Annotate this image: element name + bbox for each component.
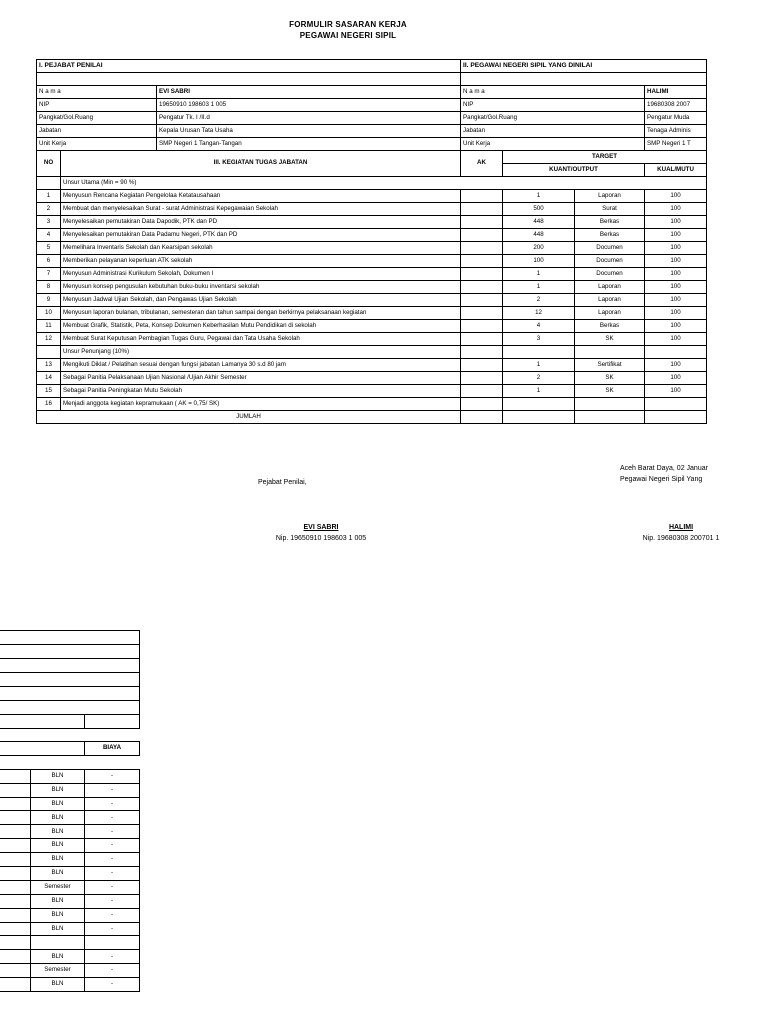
- row-no: 13: [37, 359, 61, 372]
- row-qty: [0, 769, 31, 783]
- section-right-spacer: [461, 73, 707, 86]
- table-row: [0, 936, 195, 950]
- row-qty: [0, 922, 31, 936]
- row-output: Berkas: [575, 320, 645, 333]
- left-label-unit-kerja: Unit Kerja: [37, 138, 157, 151]
- continuation-ident-0: [0, 631, 140, 645]
- right-label-unit-kerja: Unit Kerja: [461, 138, 645, 151]
- continuation-unit-row: [0, 715, 85, 729]
- row-activity: Membuat Surat Keputusan Pembagian Tugas Guru, Pegawai dan Tata Usaha Sekolah: [61, 333, 461, 346]
- signature-place-date: Aceh Barat Daya, 02 Januar: [620, 465, 708, 472]
- continuation-sheet: [0, 630, 194, 992]
- right-label-pangkat: Pangkat/Gol.Ruang: [461, 112, 645, 125]
- row-pad: [140, 950, 195, 964]
- row-pad: [140, 936, 195, 950]
- row-kual: 100: [645, 216, 707, 229]
- continuation-header-rows: [0, 729, 195, 770]
- signature-right-nip: Nip. 19680308 200701 1: [642, 535, 720, 542]
- row-ak: [461, 281, 503, 294]
- row-kuant: 200: [503, 242, 575, 255]
- row-kual: 100: [645, 359, 707, 372]
- row-qty: [0, 978, 31, 992]
- group-label-row-support: [37, 346, 707, 359]
- row-activity: Menyusun konsep pengusulan kebutuhan buku-buku inventarsi sekolah: [61, 281, 461, 294]
- table-row: [37, 320, 707, 333]
- right-label-nama: N a m a: [461, 86, 645, 99]
- row-biaya: -: [85, 950, 140, 964]
- row-activity: Memelihara Inventaris Sekolah dan Kearsipan sekolah: [61, 242, 461, 255]
- row-kuant: 1: [503, 190, 575, 203]
- row-ak: [461, 359, 503, 372]
- row-pad: [140, 811, 195, 825]
- header-no: NO: [37, 151, 61, 177]
- row-ak: [461, 190, 503, 203]
- row-ak: [461, 242, 503, 255]
- table-row: [37, 203, 707, 216]
- row-kuant: 2: [503, 372, 575, 385]
- table-row: [37, 268, 707, 281]
- row-ak: [461, 307, 503, 320]
- row-activity: Menjadi anggota kegiatan kepramukaan ( AK = 0,75/ SK): [61, 398, 461, 411]
- left-label-nip: NIP: [37, 99, 157, 112]
- row-output: Documen: [575, 255, 645, 268]
- row-pad: [140, 769, 195, 783]
- table-row: [37, 372, 707, 385]
- row-activity: Mengikuti Diklat / Pelatihan sesuai dengan fungsi jabatan Lamanya 30 s.d 80 jam: [61, 359, 461, 372]
- identity-row-pangkat: [37, 112, 707, 125]
- total-kuant: [503, 411, 575, 424]
- signature-right-identity: [596, 522, 766, 544]
- left-label-jabatan: Jabatan: [37, 125, 157, 138]
- row-pad: [140, 894, 195, 908]
- table-row: [0, 783, 195, 797]
- header-kual-mutu: KUAL/MUTU: [645, 164, 707, 177]
- row-pad: [140, 839, 195, 853]
- table-row: [37, 294, 707, 307]
- row-unit: Semester: [31, 880, 85, 894]
- row-pad: [140, 797, 195, 811]
- row-kual: 100: [645, 320, 707, 333]
- signature-right-name: HALIMI: [668, 524, 694, 531]
- row-kuant: 500: [503, 203, 575, 216]
- row-biaya: -: [85, 894, 140, 908]
- table-row: [0, 950, 195, 964]
- row-kual: 100: [645, 372, 707, 385]
- row-biaya: -: [85, 880, 140, 894]
- page-title-line-2: PEGAWAI NEGERI SIPIL: [299, 30, 397, 40]
- row-qty: [0, 839, 31, 853]
- total-row: [37, 411, 707, 424]
- row-kual: 100: [645, 229, 707, 242]
- row-qty: [0, 811, 31, 825]
- row-ak: [461, 268, 503, 281]
- header-target: TARGET: [503, 151, 707, 164]
- row-kual: 100: [645, 333, 707, 346]
- continuation-table: [0, 630, 195, 992]
- row-biaya: -: [85, 867, 140, 881]
- row-qty: [0, 936, 31, 950]
- row-no: 2: [37, 203, 61, 216]
- group-label-row-main: [37, 177, 707, 190]
- row-biaya: -: [85, 922, 140, 936]
- row-output: SK: [575, 372, 645, 385]
- table-row: [0, 797, 195, 811]
- table-row: [37, 385, 707, 398]
- row-activity: Memberikan pelayanan keperluan ATK sekolah: [61, 255, 461, 268]
- row-kual: 100: [645, 242, 707, 255]
- row-kuant: 1: [503, 385, 575, 398]
- row-output: SK: [575, 385, 645, 398]
- row-kuant: 3: [503, 333, 575, 346]
- signature-left-name: EVI SABRI: [303, 524, 339, 531]
- table-row: [0, 825, 195, 839]
- row-no: 3: [37, 216, 61, 229]
- row-no: 16: [37, 398, 61, 411]
- row-no: 11: [37, 320, 61, 333]
- row-kuant: [503, 398, 575, 411]
- left-label-pangkat: Pangkat/Gol.Ruang: [37, 112, 157, 125]
- row-output: Sertifikat: [575, 359, 645, 372]
- row-unit: BLN: [31, 811, 85, 825]
- row-output: Documen: [575, 242, 645, 255]
- continuation-pad-7: [140, 729, 195, 742]
- row-activity: Menyusun Rencana Kegiatan Pengelolaa Ketatausahaan: [61, 190, 461, 203]
- continuation-ident-4: [0, 687, 140, 701]
- total-kual: [645, 411, 707, 424]
- continuation-ident-3: [0, 673, 140, 687]
- continuation-data-rows: [0, 769, 195, 991]
- row-ak: [461, 385, 503, 398]
- row-qty: [0, 867, 31, 881]
- group-support-ak-cell: [461, 346, 503, 359]
- row-output: Laporan: [575, 307, 645, 320]
- row-unit: BLN: [31, 894, 85, 908]
- page-title: [0, 20, 696, 41]
- continuation-pad-3: [140, 673, 195, 687]
- right-value-jabatan: Tenaga Adminis: [645, 125, 707, 138]
- continuation-ident-1: [0, 645, 140, 659]
- table-row: [0, 839, 195, 853]
- row-qty: [0, 950, 31, 964]
- row-biaya: -: [85, 769, 140, 783]
- activity-group-support: [37, 346, 707, 424]
- row-unit: BLN: [31, 839, 85, 853]
- row-biaya: -: [85, 964, 140, 978]
- row-kual: 100: [645, 203, 707, 216]
- row-unit: [31, 936, 85, 950]
- row-ak: [461, 398, 503, 411]
- total-label: JUMLAH: [37, 411, 461, 424]
- row-qty: [0, 783, 31, 797]
- row-activity: Membuat dan menyelesaikan Surat - surat Administrasi Kepegawaian Sekolah: [61, 203, 461, 216]
- row-unit: BLN: [31, 922, 85, 936]
- activity-group-main: [37, 177, 707, 346]
- table-row: [37, 281, 707, 294]
- table-row: [37, 242, 707, 255]
- row-unit: Semester: [31, 964, 85, 978]
- table-row: [0, 769, 195, 783]
- group-main-no-cell: [37, 177, 61, 190]
- signature-left-caption: Pejabat Penilai,: [258, 479, 307, 486]
- section-heading-row: [37, 60, 707, 86]
- row-output: Laporan: [575, 294, 645, 307]
- row-qty: [0, 964, 31, 978]
- continuation-pad-4: [140, 687, 195, 701]
- header-activity: III. KEGIATAN TUGAS JABATAN: [61, 151, 461, 177]
- identity-row-nip: [37, 99, 707, 112]
- identity-row-jabatan: [37, 125, 707, 138]
- row-qty: [0, 894, 31, 908]
- continuation-header-biaya: BIAYA: [85, 741, 140, 755]
- row-activity: Menyusun Administrasi Kurikulum Sekolah, Dokumen I: [61, 268, 461, 281]
- table-row: [37, 359, 707, 372]
- row-unit: BLN: [31, 769, 85, 783]
- row-pad: [140, 922, 195, 936]
- row-ak: [461, 203, 503, 216]
- group-support-label: Unsur Penunjang (10%): [61, 346, 461, 359]
- row-no: 1: [37, 190, 61, 203]
- table-row: [0, 908, 195, 922]
- row-kuant: 2: [503, 294, 575, 307]
- row-no: 12: [37, 333, 61, 346]
- left-value-pangkat: Pengatur Tk. I /II.d: [157, 112, 461, 125]
- row-unit: BLN: [31, 853, 85, 867]
- continuation-pad-6: [140, 715, 195, 729]
- continuation-unit-blank: [85, 715, 140, 729]
- row-biaya: -: [85, 978, 140, 992]
- row-activity: Menyusun Jadwal Ujian Sekolah, dan Pengawas Ujian Sekolah: [61, 294, 461, 307]
- row-kual: 100: [645, 268, 707, 281]
- row-ak: [461, 294, 503, 307]
- row-kual: 100: [645, 255, 707, 268]
- row-kual: 100: [645, 281, 707, 294]
- group-support-output-cell: [575, 346, 645, 359]
- identity-rows: [37, 86, 707, 151]
- right-value-unit-kerja: SMP Negeri 1 T: [645, 138, 707, 151]
- row-biaya: -: [85, 908, 140, 922]
- row-unit: BLN: [31, 825, 85, 839]
- row-pad: [140, 783, 195, 797]
- row-kual: 100: [645, 294, 707, 307]
- row-unit: BLN: [31, 950, 85, 964]
- row-pad: [140, 880, 195, 894]
- header-ak: AK: [461, 151, 503, 177]
- row-activity: Sebagai Panitia Peningkatan Mutu Sekolah: [61, 385, 461, 398]
- group-main-label: Unsur Utama (Min = 90 %): [61, 177, 707, 190]
- row-pad: [140, 978, 195, 992]
- continuation-pad-9: [140, 755, 195, 769]
- row-unit: BLN: [31, 867, 85, 881]
- continuation-pad-2: [140, 659, 195, 673]
- continuation-pad-1: [140, 645, 195, 659]
- row-biaya: [85, 936, 140, 950]
- row-activity: Membuat Grafik, Statistik, Peta, Konsep Dokumen Keberhasilan Mutu Pendidikan di sekolah: [61, 320, 461, 333]
- identity-row-unit-kerja: [37, 138, 707, 151]
- row-no: 5: [37, 242, 61, 255]
- left-value-jabatan: Kepala Urusan Tata Usaha: [157, 125, 461, 138]
- group-support-kuant-cell: [503, 346, 575, 359]
- row-biaya: -: [85, 783, 140, 797]
- identity-and-activity-table: [36, 59, 707, 424]
- signature-left-identity: [236, 522, 406, 544]
- continuation-pad-8: [140, 741, 195, 755]
- row-no: 6: [37, 255, 61, 268]
- row-no: 15: [37, 385, 61, 398]
- right-label-nip: NIP: [461, 99, 645, 112]
- row-kual: 100: [645, 190, 707, 203]
- row-pad: [140, 908, 195, 922]
- table-row: [37, 398, 707, 411]
- row-qty: [0, 908, 31, 922]
- table-row: [37, 333, 707, 346]
- left-label-nama: N a m a: [37, 86, 157, 99]
- row-qty: [0, 853, 31, 867]
- section-left-heading: I. PEJABAT PENILAI: [37, 60, 461, 73]
- row-pad: [140, 825, 195, 839]
- left-value-nama: EVI SABRI: [157, 86, 461, 99]
- row-biaya: -: [85, 853, 140, 867]
- row-ak: [461, 333, 503, 346]
- continuation-pad-5: [140, 701, 195, 715]
- row-biaya: -: [85, 825, 140, 839]
- row-qty: [0, 797, 31, 811]
- row-no: 8: [37, 281, 61, 294]
- total-output: [575, 411, 645, 424]
- row-ak: [461, 229, 503, 242]
- row-pad: [140, 853, 195, 867]
- continuation-ident-5: [0, 701, 140, 715]
- group-support-no-cell: [37, 346, 61, 359]
- header-kuant-output: KUANT/OUTPUT: [503, 164, 645, 177]
- row-pad: [140, 867, 195, 881]
- continuation-pad-0: [140, 631, 195, 645]
- table-row: [37, 190, 707, 203]
- table-row: [37, 216, 707, 229]
- right-value-nama: HALIMI: [645, 86, 707, 99]
- row-activity: Sebagai Panitia Pelaksanaan Ujian Nasional /Ujian Akhir Semester: [61, 372, 461, 385]
- row-output: Berkas: [575, 229, 645, 242]
- row-output: Laporan: [575, 190, 645, 203]
- row-biaya: -: [85, 797, 140, 811]
- table-row: [0, 964, 195, 978]
- row-no: 9: [37, 294, 61, 307]
- row-no: 7: [37, 268, 61, 281]
- section-right-heading: II. PEGAWAI NEGERI SIPIL YANG DINILAI: [461, 60, 707, 73]
- row-unit: BLN: [31, 797, 85, 811]
- continuation-gap-row-2: [0, 755, 140, 769]
- table-row: [0, 880, 195, 894]
- row-unit: BLN: [31, 783, 85, 797]
- section-left-spacer: [37, 73, 461, 86]
- continuation-identity-rows: [0, 631, 195, 729]
- row-activity: Menyusun laporan bulanan, tribulanan, semesteran dan tahun sampai dengan berkirnya pelaksanaan kegiatan: [61, 307, 461, 320]
- row-no: 4: [37, 229, 61, 242]
- row-ak: [461, 372, 503, 385]
- identity-row-nama: [37, 86, 707, 99]
- row-output: Berkas: [575, 216, 645, 229]
- row-activity: Menyelesaikan pemutakiran Data Dapodik, PTK dan PD: [61, 216, 461, 229]
- row-activity: Menyelesaikan pemutakiran Data Padamu Negeri, PTK dan PD: [61, 229, 461, 242]
- row-kuant: 1: [503, 359, 575, 372]
- row-output: [575, 398, 645, 411]
- table-row: [0, 867, 195, 881]
- signature-right-header: [620, 463, 708, 485]
- row-kuant: 448: [503, 229, 575, 242]
- table-row: [37, 255, 707, 268]
- row-kual: 100: [645, 307, 707, 320]
- left-value-nip: 19650910 198603 1 005: [157, 99, 461, 112]
- signature-right-caption: Pegawai Negeri Sipil Yang: [620, 476, 703, 483]
- row-output: Surat: [575, 203, 645, 216]
- table-row: [0, 978, 195, 992]
- row-no: 10: [37, 307, 61, 320]
- row-ak: [461, 216, 503, 229]
- table-row: [37, 307, 707, 320]
- table-row: [0, 853, 195, 867]
- row-kuant: 1: [503, 281, 575, 294]
- row-output: SK: [575, 333, 645, 346]
- row-kuant: 100: [503, 255, 575, 268]
- signature-left-nip: Nip. 19650910 198603 1 005: [275, 535, 367, 542]
- row-qty: [0, 825, 31, 839]
- row-unit: BLN: [31, 908, 85, 922]
- total-ak: [461, 411, 503, 424]
- row-ak: [461, 255, 503, 268]
- continuation-gap-row: [0, 729, 140, 742]
- right-value-pangkat: Pengatur Muda: [645, 112, 707, 125]
- left-value-unit-kerja: SMP Negeri 1 Tangan-Tangan: [157, 138, 461, 151]
- table-row: [0, 922, 195, 936]
- right-value-nip: 19680308 2007: [645, 99, 707, 112]
- row-kual: [645, 398, 707, 411]
- row-kuant: 448: [503, 216, 575, 229]
- row-pad: [140, 964, 195, 978]
- continuation-ident-2: [0, 659, 140, 673]
- row-qty: [0, 880, 31, 894]
- row-biaya: -: [85, 811, 140, 825]
- table-row: [37, 229, 707, 242]
- row-no: 14: [37, 372, 61, 385]
- row-kual: 100: [645, 385, 707, 398]
- row-kuant: 12: [503, 307, 575, 320]
- row-kuant: 1: [503, 268, 575, 281]
- page-title-line-1: FORMULIR SASARAN KERJA: [289, 20, 407, 29]
- row-output: Laporan: [575, 281, 645, 294]
- row-unit: BLN: [31, 978, 85, 992]
- row-biaya: -: [85, 839, 140, 853]
- row-kuant: 4: [503, 320, 575, 333]
- table-row: [0, 811, 195, 825]
- row-output: Documen: [575, 268, 645, 281]
- group-support-kual-cell: [645, 346, 707, 359]
- table-row: [0, 894, 195, 908]
- right-label-jabatan: Jabatan: [461, 125, 645, 138]
- row-ak: [461, 320, 503, 333]
- continuation-header-waktu: [0, 741, 85, 755]
- activity-table-header: [37, 151, 707, 177]
- main-form-sheet: [36, 59, 706, 424]
